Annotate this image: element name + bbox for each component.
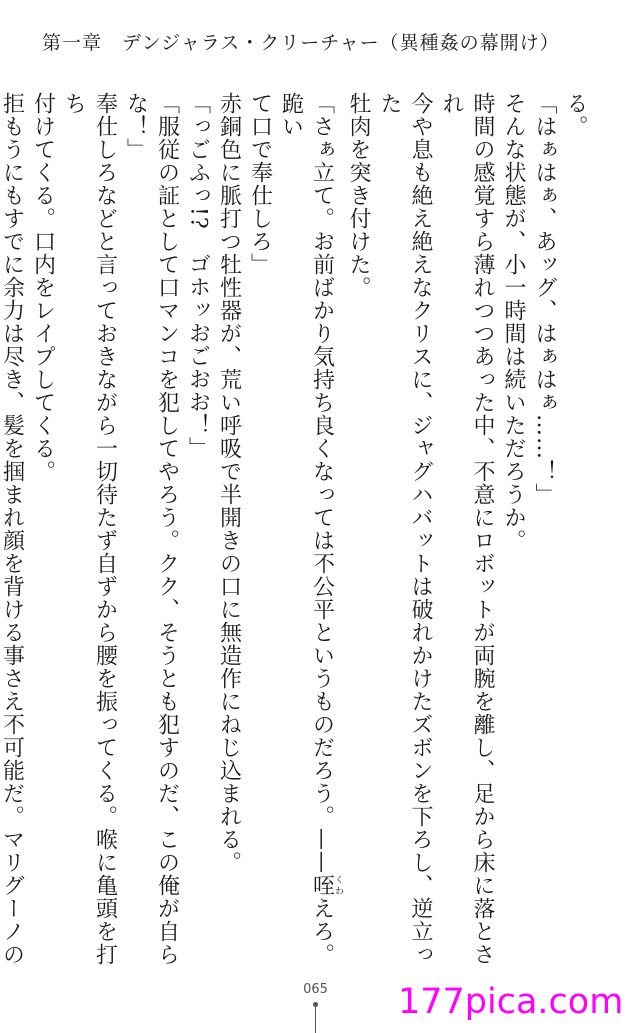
- paragraph: て口で奉仕しろ」: [247, 92, 273, 276]
- watermark: 177pica.com: [398, 982, 624, 1022]
- paragraph: そんな状態が、小一時間は続いただろうか。: [501, 92, 526, 552]
- body-text: [0, 92, 591, 972]
- furigana-ruby: 咥くわ: [309, 874, 343, 897]
- paragraph: 付けてくる。口内をレイプしてくる。: [30, 92, 56, 483]
- paragraph: 今や息も絶え絶えなクリスに、ジャグハバットは破れかけたズボンを下ろし、逆立った: [377, 92, 433, 966]
- paragraph: 拒もうにもすでに余力は尽き、髪を掴まれ顔を背ける事さえ不可能だ。マリグーノの: [0, 92, 25, 966]
- chapter-header: 第一章 デンジャラス・クリーチャー（異種姦の幕開け）: [42, 32, 560, 54]
- paragraph-with-furigana: [276, 92, 344, 972]
- page-marker-line: [315, 1006, 316, 1033]
- paragraph: 「はぁはぁ、あッグ、はぁはぁ……！」: [532, 92, 557, 506]
- paragraph: る。: [563, 92, 588, 138]
- paragraph: 「服従の証として口マンコを犯してやろう。クク、そうとも犯すのだ、この俺が自らな！」: [123, 92, 180, 966]
- paragraph: 奉仕しろなどと言っておきながら一切待たず自ずから腰を振ってくる。喉に亀頭を打ち: [61, 92, 118, 966]
- paragraph: 時間の感覚すら薄れつつあった中、不意にロボットが両腕を離し、足から床に落とされ: [439, 92, 495, 966]
- paragraph: 赤銅色に脈打つ牡性器が、荒い呼吸で半開きの口に無造作にねじ込まれる。: [216, 92, 242, 874]
- furigana-reading: くわ: [333, 874, 343, 897]
- paragraph-text: 「さぁ立て。お前ばかり気持ち良くなっては不公平というものだろう。——咥くわえろ。跪い: [278, 92, 343, 966]
- paragraph: 牡肉を突き付けた。: [346, 92, 371, 299]
- page-number: 065: [303, 982, 328, 997]
- paragraph: 「っごふっ!? ゴホッおごおお！」: [185, 92, 211, 460]
